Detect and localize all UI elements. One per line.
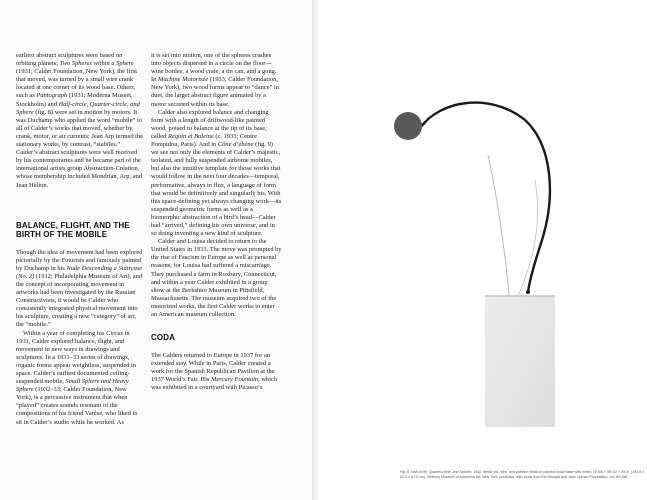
book-gutter bbox=[312, 0, 320, 500]
text-run: (c. 1933; Centre Pompidou, Paris). And in bbox=[151, 132, 258, 149]
italic-title: Small Sphere and Heavy Sphere bbox=[16, 378, 129, 394]
text-run: (fig. 9) we see not only the elements of Calder’s majestic, isolated, and fully suspended airborne mobiles, but also the intuitive template for those works that would follow in the next four decades—temporal, performative, always in flux, a language of form that would be definitively and singularly his. With this space-defining yet always changing work—its suspended geometric forms as well as a biomorphic abstraction of a bird’s head—Calder had “arrived,” defining his own universe, and in so doing inventing a new kind of sculpture. bbox=[151, 141, 282, 238]
sphere bbox=[394, 112, 422, 140]
text-run: Though the idea of movement had been explored pictorially by the Futurists and famously painted by Duchamp in his bbox=[16, 248, 143, 272]
text-run: (1931; Moderna Museet, Stockholm) and bbox=[16, 92, 133, 108]
italic-title: Nude Descending a Staircase (No. 2) bbox=[16, 264, 143, 280]
section-heading-balance: BALANCE, FLIGHT, AND THE BIRTH OF THE MOBILE bbox=[16, 220, 130, 240]
paragraph bbox=[16, 249, 143, 330]
text-run: (1931; Calder Foundation, New York), the first that moved, was turned by a small wire crank located at one corner of its wood base. Others, such as bbox=[16, 68, 138, 100]
text-run: , 1932. Metal rod, wire, and painted metal on painted wood base with motor, 78 5/8 × 35 1/2 × 25 in. (194.8 × 90.2 × 63.5 cm). Whitney Museum of American Art, New York; purchase, with funds from the Howard and Jean Lipman Foundation, Inc. 69.258 bbox=[400, 470, 645, 479]
text-column-1 bbox=[16, 52, 143, 427]
paragraph bbox=[151, 52, 282, 109]
figure-caption bbox=[400, 470, 645, 479]
sculpture-base bbox=[485, 295, 555, 427]
text-run: (1933; Calder Foundation, New York), two wood forms appear to “dance” in duet, the larger abstract figure animated by a motor secreted within its base. bbox=[151, 76, 280, 108]
sculpture-base-top-edge bbox=[485, 295, 555, 297]
text-run: Calder also explored balance and changing form with a length of driftwood-like painted wood, poised to balance at the tip of its base, called bbox=[151, 108, 269, 140]
text-run: , which was exhibited in a courtyard with Picasso’s bbox=[151, 375, 278, 391]
wire-arc bbox=[420, 103, 550, 292]
sculpture-photo bbox=[320, 0, 647, 500]
italic-title: Requin et Baleine bbox=[167, 132, 214, 140]
text-column-2 bbox=[151, 52, 282, 392]
italic-title: Pantograph bbox=[36, 92, 68, 100]
section-heading-coda: CODA bbox=[151, 333, 175, 343]
italic-title: Circus bbox=[106, 329, 123, 337]
paragraph bbox=[151, 352, 282, 392]
support-rod bbox=[488, 155, 509, 296]
text-run: Within a year of completing his bbox=[23, 329, 107, 337]
text-run: it is set into motion, one of the spheres crashes into objects dispersed in a circle on the floor—wine bottles, a wood crate, a tin can, and a gong. In bbox=[151, 52, 277, 84]
wire-end bbox=[526, 290, 530, 294]
text-run: (1912; Philadelphia Museum of Art), and the concept of incorporating movement in artworks had been investigated by the Russian Constructivists, it would be Calder who consistently integrated physical movement into his sculpture, creating a new “category” of art, the “mobile.” bbox=[16, 272, 143, 329]
text-run: (fig. 8) were set in motion by motors. It was Duchamp who applied the word “mobile” to all of Calder’s works that moved, whether by crank, motor, or air currents; Jean Arp termed the stationary works, by contrast, “stabiles.” Calder’s abstract sculptures were well received by his contemporaries and he became part of the international artists group Abstraction-Création, whose membership included Mondrian, Arp, and Jean Hélion. bbox=[16, 108, 144, 189]
italic-title: Machine Motorisée bbox=[157, 76, 209, 84]
text-run: The Calders returned to Europe in 1937 for an extended stay. While in Paris, Calder created a work for the Spanish Republican Pavilion at the 1937 World’s Fair. His bbox=[151, 351, 275, 383]
text-run: in 1931, Calder explored balance, flight, and movement in new ways in drawings and sculptures. In a 1931–33 series of drawings, organic forms appear weightless, suspended in space. Calder’s earliest documented ceiling-suspended mobile, bbox=[16, 329, 137, 386]
text-run: Calder and Louisa decided to return to the United States in 1933. The move was prompted by the rise of Fascism in Europe as well as personal reasons, for Louisa had suffered a miscarriage. They purchased a farm in Roxbury, Connecticut, and within a year Calder exhibited in a group show at the Berkshire Museum in Pittsfield, Massachusetts. The museum acquired two of the motorized works, the first Calder works to enter an American museum collection. bbox=[151, 238, 282, 318]
text-run: Fig. 8. bbox=[400, 470, 411, 474]
paragraph bbox=[151, 109, 282, 239]
paragraph bbox=[16, 330, 143, 427]
italic-title: Half-circle, Quarter-circle, and Sphere bbox=[16, 100, 140, 116]
text-run: (1932–33; Calder Foundation, New York), is a percussive instrument that when “played” creates sounds resonant of the compositions of his friend Varèse, who liked to sit in Calder’s studio while he worked. As bbox=[16, 386, 138, 426]
italic-title: Half-circle, Quarter-circle, and Sphere bbox=[411, 470, 472, 474]
italic-title: Cône d’ébène bbox=[217, 141, 254, 149]
paragraph bbox=[16, 52, 143, 190]
italic-title: Mercury Fountain bbox=[210, 375, 259, 383]
paragraph bbox=[151, 238, 282, 319]
support-rod bbox=[518, 180, 538, 296]
text-run: earliest abstract sculptures were based on orbiting planets; bbox=[16, 52, 123, 68]
italic-title: Two Spheres within a Sphere bbox=[59, 60, 134, 68]
